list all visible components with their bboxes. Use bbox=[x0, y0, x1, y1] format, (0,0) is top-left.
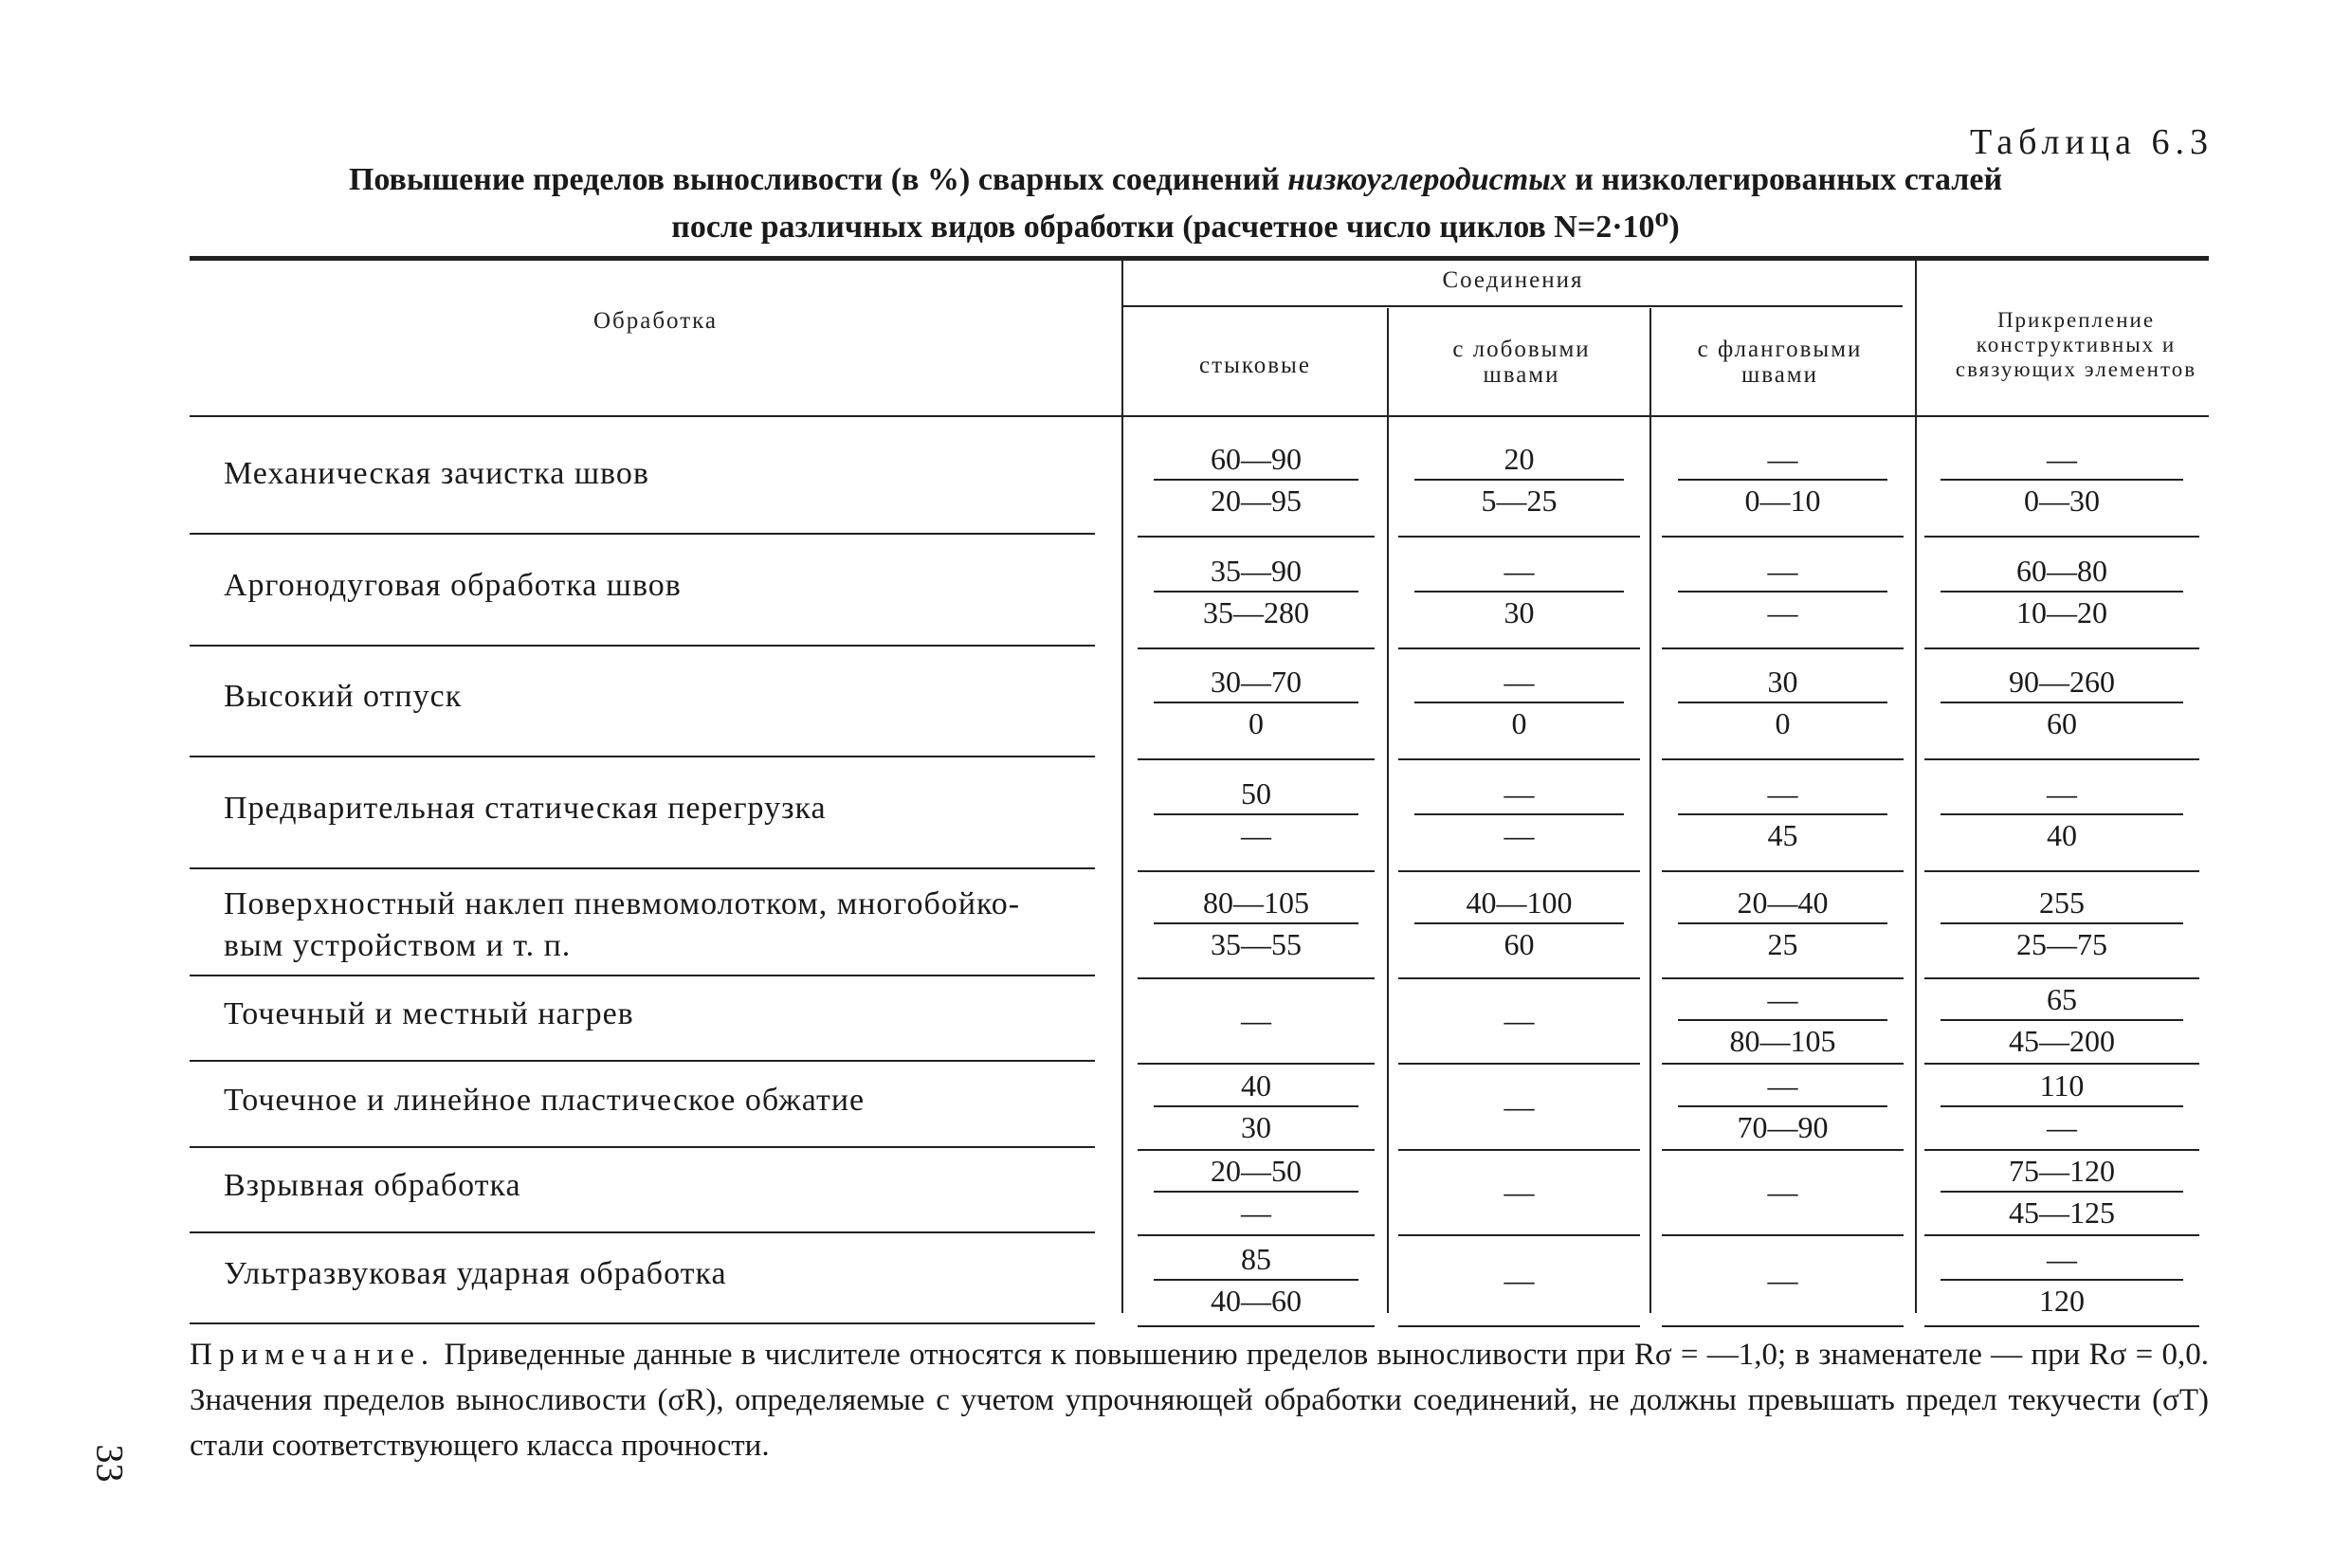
cell-rule bbox=[1662, 536, 1904, 538]
table-top-rule bbox=[190, 256, 2209, 261]
cell-rule bbox=[1924, 1149, 2199, 1151]
note bbox=[190, 1332, 2209, 1468]
row-label: Ультразвуковая ударная обработка bbox=[224, 1256, 727, 1291]
fraction-bar bbox=[1154, 702, 1358, 703]
cell-denominator: 20—95 bbox=[1211, 483, 1302, 518]
cell-denominator: 60 bbox=[1504, 927, 1535, 961]
cell-attach bbox=[1920, 552, 2204, 631]
cell-attach bbox=[1920, 440, 2204, 520]
cell-numerator: — bbox=[1767, 982, 1798, 1016]
header-frontal: с лобовыми швами bbox=[1452, 337, 1591, 388]
cell-rule bbox=[1398, 758, 1640, 760]
cell-denominator: 45—125 bbox=[2009, 1195, 2115, 1230]
cell-numerator: 20—50 bbox=[1211, 1154, 1302, 1188]
cell-numerator: — bbox=[1767, 776, 1798, 811]
row-label: Точечное и линейное пластическое обжатие bbox=[224, 1083, 866, 1118]
title-part-2: и низколегированных сталей bbox=[1566, 162, 2003, 197]
row-label bbox=[224, 884, 1110, 967]
cell-numerator: 35—90 bbox=[1211, 554, 1302, 588]
cell-rule bbox=[1138, 1149, 1375, 1151]
cell-denominator: 120 bbox=[2039, 1284, 2085, 1318]
cell-denominator: 5—25 bbox=[1481, 483, 1558, 518]
cell-frontal bbox=[1394, 1173, 1645, 1211]
row-label: Взрывная обработка bbox=[224, 1168, 521, 1203]
cell-value: — bbox=[1767, 1263, 1798, 1297]
row-label: Механическая зачистка швов bbox=[224, 456, 649, 491]
cell-denominator: — bbox=[1241, 1195, 1271, 1230]
fraction-bar bbox=[1154, 922, 1358, 924]
cell-rule bbox=[1138, 536, 1375, 538]
header-flank: с фланговыми швами bbox=[1697, 337, 1863, 388]
cell-butt bbox=[1133, 1001, 1379, 1039]
cell-value: — bbox=[1504, 1089, 1535, 1123]
fraction-bar bbox=[1414, 922, 1624, 924]
cell-denominator: 40—60 bbox=[1211, 1284, 1302, 1318]
cell-denominator: 25 bbox=[1767, 927, 1798, 961]
cell-numerator: — bbox=[1504, 554, 1535, 588]
cell-denominator: — bbox=[2047, 1110, 2077, 1144]
cell-denominator: — bbox=[1241, 818, 1271, 852]
cell-flank bbox=[1657, 775, 1908, 854]
cell-rule bbox=[1138, 758, 1375, 760]
cell-denominator: 10—20 bbox=[2016, 595, 2107, 629]
cell-rule bbox=[1924, 1234, 2199, 1236]
cell-denominator: — bbox=[1504, 818, 1535, 852]
row-rule bbox=[190, 533, 1095, 535]
cell-denominator: 0 bbox=[1775, 706, 1791, 740]
cell-numerator: — bbox=[1504, 665, 1535, 699]
cell-numerator: 20—40 bbox=[1737, 885, 1829, 920]
fraction-bar bbox=[1678, 591, 1887, 593]
cell-rule bbox=[1138, 1063, 1375, 1065]
cell-rule bbox=[1924, 1325, 2199, 1327]
fraction-bar bbox=[1678, 1105, 1887, 1107]
fraction-bar bbox=[1678, 813, 1887, 815]
cell-rule bbox=[1398, 536, 1640, 538]
cell-rule bbox=[1662, 647, 1904, 649]
cell-rule bbox=[1398, 647, 1640, 649]
cell-denominator: 60 bbox=[2047, 706, 2077, 740]
cell-denominator: 70—90 bbox=[1737, 1110, 1829, 1144]
title-line-2: после различных видов обработки (расчетное число циклов N=2·10⁰) bbox=[671, 210, 1680, 245]
cell-denominator: 30 bbox=[1241, 1110, 1271, 1144]
cell-butt bbox=[1133, 663, 1379, 742]
fraction-bar bbox=[1941, 1191, 2183, 1193]
fraction-bar bbox=[1414, 813, 1624, 815]
fraction-bar bbox=[1154, 813, 1358, 815]
cell-rule bbox=[1138, 1325, 1375, 1327]
cell-denominator: 25—75 bbox=[2016, 927, 2107, 961]
fraction-bar bbox=[1678, 922, 1887, 924]
cell-denominator: 30 bbox=[1504, 595, 1535, 629]
cell-value: — bbox=[1241, 1003, 1271, 1037]
cell-rule bbox=[1398, 1234, 1640, 1236]
row-rule bbox=[190, 756, 1095, 757]
fraction-bar bbox=[1941, 813, 2183, 815]
cell-rule bbox=[1924, 647, 2199, 649]
cell-rule bbox=[1924, 977, 2199, 979]
cell-rule bbox=[1662, 1063, 1904, 1065]
cell-denominator: 45 bbox=[1767, 818, 1798, 852]
note-text: Приведенные данные в числителе относятся к повышению пределов выносливости при Rσ = —1,0; в знаменателе — при Rσ = 0,0. Значения пределов выносливости (σR), определяемые с учетом упрочняющей обработки соединений, не должны превышать предел текучести (σT) стали соответствующего класса прочности. bbox=[190, 1338, 2209, 1463]
cell-flank bbox=[1657, 1067, 1908, 1146]
cell-frontal bbox=[1394, 663, 1645, 742]
cell-numerator: — bbox=[2047, 442, 2077, 476]
cell-frontal bbox=[1394, 1087, 1645, 1125]
cell-attach bbox=[1920, 884, 2204, 963]
row-rule bbox=[190, 867, 1095, 869]
cell-numerator: 90—260 bbox=[2009, 665, 2115, 699]
cell-denominator: 0—30 bbox=[2024, 483, 2100, 518]
row-rule bbox=[190, 1231, 1095, 1233]
cell-numerator: — bbox=[2047, 1242, 2077, 1276]
fraction-bar bbox=[1941, 922, 2183, 924]
cell-rule bbox=[1662, 870, 1904, 872]
fraction-bar bbox=[1154, 591, 1358, 593]
row-rule bbox=[190, 1146, 1095, 1148]
col-divider-2 bbox=[1387, 308, 1389, 1313]
header-treatment: Обработка bbox=[592, 308, 719, 334]
cell-denominator: 35—55 bbox=[1211, 927, 1302, 961]
fraction-bar bbox=[1154, 1191, 1358, 1193]
row-rule bbox=[190, 1322, 1095, 1324]
row-rule bbox=[190, 1060, 1095, 1062]
page-number: 33 bbox=[88, 1444, 132, 1483]
cell-rule bbox=[1662, 1325, 1904, 1327]
header-bottom-rule bbox=[190, 415, 2209, 417]
fraction-bar bbox=[1941, 591, 2183, 593]
cell-butt bbox=[1133, 1067, 1379, 1146]
cell-rule bbox=[1398, 1325, 1640, 1327]
cell-butt bbox=[1133, 884, 1379, 963]
cell-flank bbox=[1657, 1261, 1908, 1299]
fraction-bar bbox=[1941, 1279, 2183, 1281]
fraction-bar bbox=[1414, 702, 1624, 703]
cell-numerator: 255 bbox=[2039, 885, 2085, 920]
cell-flank bbox=[1657, 884, 1908, 963]
fraction-bar bbox=[1941, 479, 2183, 481]
fraction-bar bbox=[1154, 479, 1358, 481]
cell-butt bbox=[1133, 440, 1379, 520]
cell-rule bbox=[1398, 977, 1640, 979]
cell-value: — bbox=[1767, 1175, 1798, 1209]
cell-rule bbox=[1398, 1063, 1640, 1065]
cell-rule bbox=[1138, 870, 1375, 872]
cell-butt bbox=[1133, 1240, 1379, 1320]
cell-numerator: 60—90 bbox=[1211, 442, 1302, 476]
cell-numerator: 75—120 bbox=[2009, 1154, 2115, 1188]
cell-numerator: 85 bbox=[1241, 1242, 1271, 1276]
cell-rule bbox=[1924, 758, 2199, 760]
fraction-bar bbox=[1414, 479, 1624, 481]
row-label: Предварительная статическая перегрузка bbox=[224, 791, 827, 826]
cell-numerator: 50 bbox=[1241, 776, 1271, 811]
cell-rule bbox=[1924, 1063, 2199, 1065]
cell-rule bbox=[1138, 647, 1375, 649]
cell-denominator: 40 bbox=[2047, 818, 2077, 852]
fraction-bar bbox=[1678, 1019, 1887, 1021]
fraction-bar bbox=[1941, 1019, 2183, 1021]
row-label: Высокий отпуск bbox=[224, 679, 463, 714]
col-divider-1 bbox=[1121, 261, 1123, 1313]
cell-numerator: 40—100 bbox=[1466, 885, 1573, 920]
table-title bbox=[190, 156, 2161, 251]
cell-flank bbox=[1657, 552, 1908, 631]
title-line-1 bbox=[190, 156, 2161, 204]
cell-value: — bbox=[1504, 1175, 1535, 1209]
cell-flank bbox=[1657, 440, 1908, 520]
cell-value: — bbox=[1504, 1003, 1535, 1037]
cell-numerator: 110 bbox=[2039, 1068, 2085, 1103]
col-divider-4 bbox=[1915, 261, 1917, 1313]
cell-rule bbox=[1662, 758, 1904, 760]
cell-numerator: — bbox=[1767, 1068, 1798, 1103]
row-label-line-2: вым устройством и т. п. bbox=[224, 928, 572, 963]
note-label: Примечание. bbox=[190, 1338, 436, 1372]
table-caption: Таблица 6.3 bbox=[1969, 122, 2214, 162]
cell-denominator: 0 bbox=[1511, 706, 1527, 740]
cell-attach bbox=[1920, 775, 2204, 854]
cell-numerator: — bbox=[2047, 776, 2077, 811]
cell-numerator: 65 bbox=[2047, 982, 2077, 1016]
cell-rule bbox=[1924, 536, 2199, 538]
fraction-bar bbox=[1941, 702, 2183, 703]
fraction-bar bbox=[1414, 591, 1624, 593]
cell-numerator: — bbox=[1504, 776, 1535, 811]
header-attachment: Прикрепление конструктивных и связующих элементов bbox=[1955, 308, 2197, 381]
fraction-bar bbox=[1154, 1279, 1358, 1281]
cell-denominator: 0 bbox=[1248, 706, 1264, 740]
cell-flank bbox=[1657, 663, 1908, 742]
header-butt: стыковые bbox=[1199, 353, 1311, 378]
cell-butt bbox=[1133, 552, 1379, 631]
col-divider-3 bbox=[1649, 308, 1651, 1313]
cell-frontal bbox=[1394, 440, 1645, 520]
cell-numerator: 30—70 bbox=[1211, 665, 1302, 699]
cell-value: — bbox=[1504, 1263, 1535, 1297]
title-italic: низкоуглеродистых bbox=[1287, 162, 1567, 197]
cell-numerator: — bbox=[1767, 442, 1798, 476]
row-label-line-1: Поверхностный наклеп пневмомолотком, многобойко- bbox=[224, 886, 1021, 921]
cell-rule bbox=[1662, 1149, 1904, 1151]
cell-rule bbox=[1138, 1234, 1375, 1236]
cell-rule bbox=[1662, 1234, 1904, 1236]
title-part-1: Повышение пределов выносливости (в %) сварных соединений bbox=[348, 162, 1288, 197]
cell-attach bbox=[1920, 1067, 2204, 1146]
cell-numerator: 20 bbox=[1504, 442, 1535, 476]
fraction-bar bbox=[1941, 1105, 2183, 1107]
row-rule bbox=[190, 645, 1095, 647]
cell-attach bbox=[1920, 1240, 2204, 1320]
cell-denominator: 35—280 bbox=[1203, 595, 1309, 629]
cell-numerator: 30 bbox=[1767, 665, 1798, 699]
cell-attach bbox=[1920, 663, 2204, 742]
row-label: Аргонодуговая обработка швов bbox=[224, 568, 682, 603]
cell-butt bbox=[1133, 775, 1379, 854]
cell-attach bbox=[1920, 1152, 2204, 1231]
cell-denominator: 45—200 bbox=[2009, 1024, 2115, 1058]
cell-rule bbox=[1398, 870, 1640, 872]
cell-denominator: 80—105 bbox=[1729, 1024, 1836, 1058]
row-label: Точечный и местный нагрев bbox=[224, 996, 634, 1031]
fraction-bar bbox=[1678, 702, 1887, 703]
cell-frontal bbox=[1394, 884, 1645, 963]
cell-frontal bbox=[1394, 552, 1645, 631]
cell-numerator: — bbox=[1767, 554, 1798, 588]
cell-numerator: 80—105 bbox=[1203, 885, 1309, 920]
row-rule bbox=[190, 975, 1095, 976]
cell-frontal bbox=[1394, 1001, 1645, 1039]
cell-rule bbox=[1924, 870, 2199, 872]
cell-rule bbox=[1398, 1149, 1640, 1151]
joints-underline bbox=[1123, 305, 1903, 307]
cell-numerator: 60—80 bbox=[2016, 554, 2107, 588]
cell-flank bbox=[1657, 1173, 1908, 1211]
cell-attach bbox=[1920, 980, 2204, 1060]
cell-rule bbox=[1662, 977, 1904, 979]
cell-frontal bbox=[1394, 1261, 1645, 1299]
cell-denominator: 0—10 bbox=[1744, 483, 1821, 518]
header-joints: Соединения bbox=[1442, 267, 1584, 293]
cell-denominator: — bbox=[1767, 595, 1798, 629]
cell-numerator: 40 bbox=[1241, 1068, 1271, 1103]
cell-rule bbox=[1138, 977, 1375, 979]
fraction-bar bbox=[1678, 479, 1887, 481]
cell-frontal bbox=[1394, 775, 1645, 854]
cell-flank bbox=[1657, 980, 1908, 1060]
fraction-bar bbox=[1154, 1105, 1358, 1107]
cell-butt bbox=[1133, 1152, 1379, 1231]
